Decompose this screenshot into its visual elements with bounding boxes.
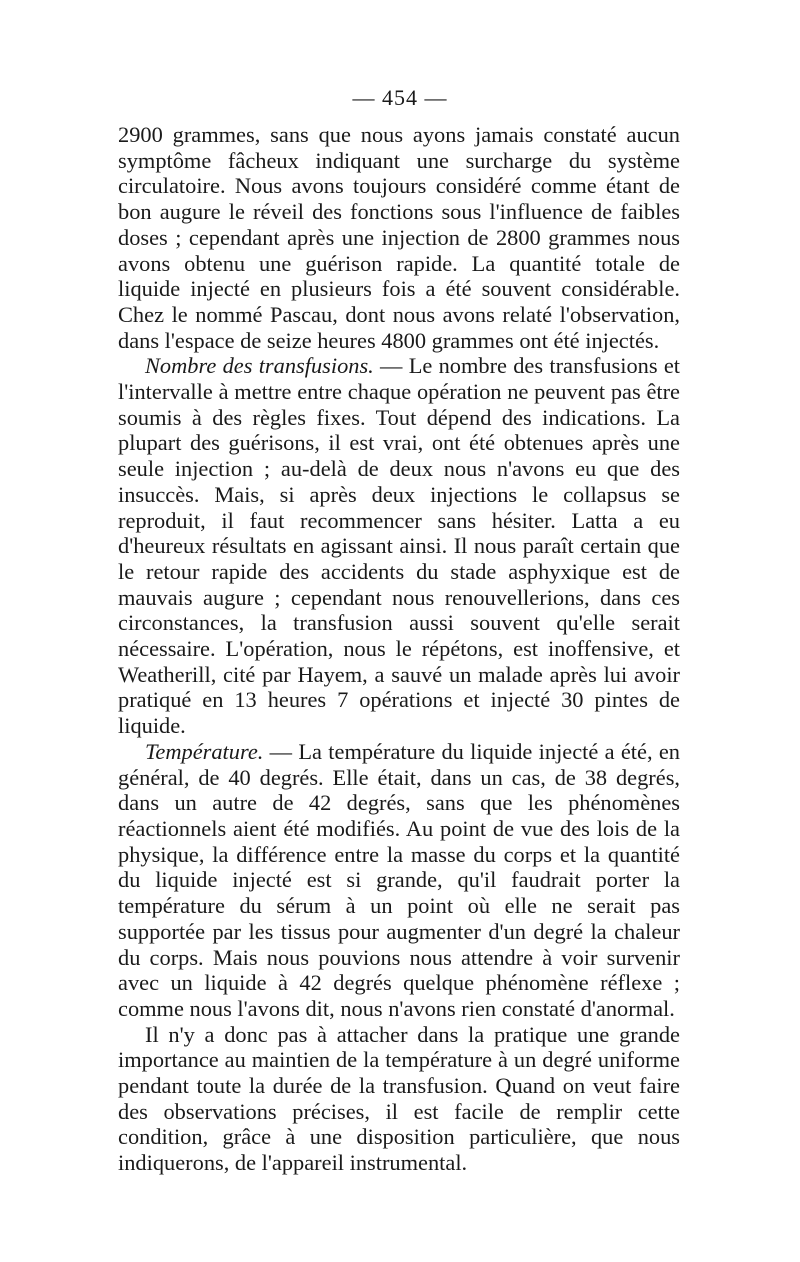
- page-number: — 454 —: [352, 85, 448, 110]
- paragraph-number-of-transfusions: [118, 353, 680, 739]
- body-text: [118, 122, 680, 1176]
- paragraph-text: — La température du liquide injecté a été, en général, de 40 degrés. Elle était, dans un cas, de 38 degrés, dans un autre de 42 degrés, sans que les phénomènes réactionnels aient été modifiés. Au point de vue des lois de la physique, la différence entre la masse du corps et la quantité du liquide injecté est si grande, qu'il faudrait porter la température du sérum à un point où elle ne serait pas supportée par les tissus pour augmenter d'un degré la chaleur du corps. Mais nous pouvions nous attendre à voir survenir avec un liquide à 42 degrés quelque phénomène réflexe ; comme nous l'avons dit, nous n'avons rien constaté d'anormal.: [118, 738, 680, 1021]
- paragraph-text: Il n'y a donc pas à attacher dans la pratique une grande importance au maintien de la température à un degré uniforme pendant toute la durée de la transfusion. Quand on veut faire des observations précises, il est facile de remplir cette condition, grâce à une disposition particulière, que nous indiquerons, de l'appareil instrumental.: [118, 1021, 680, 1176]
- paragraph-conclusion: [118, 1022, 680, 1176]
- paragraph-text: — Le nombre des transfusions et l'intervalle à mettre entre chaque opération ne peuvent pas être soumis à des règles fixes. Tout dépend des indications. La plupart des guérisons, il est vrai, ont été obtenues après une seule injection ; au-delà de deux nous n'avons eu que des insuccès. Mais, si après deux injections le collapsus se reproduit, il faut recommencer sans hésiter. Latta a eu d'heureux résultats en agissant ainsi. Il nous paraît certain que le retour rapide des accidents du stade asphyxique est de mauvais augure ; cependant nous renouvellerions, dans ces circonstances, la transfusion aussi souvent qu'elle serait nécessaire. L'opération, nous le répétons, est inoffensive, et Weatherill, cité par Hayem, a sauvé un malade après lui avoir pratiqué en 13 heures 7 opérations et injecté 30 pintes de liquide.: [118, 353, 680, 739]
- paragraph-text: 2900 grammes, sans que nous ayons jamais constaté aucun symptôme fâcheux indiquant une surcharge du système circulatoire. Nous avons toujours considéré comme étant de bon augure le réveil des fonctions sous l'influence de faibles doses ; cependant après une injection de 2800 grammes nous avons obtenu une guérison rapide. La quantité totale de liquide injecté en plusieurs fois a été souvent considérable. Chez le nommé Pascau, dont nous avons relaté l'observation, dans l'espace de seize heures 4800 grammes ont été injectés.: [118, 122, 680, 353]
- paragraph-quantity: [118, 122, 680, 353]
- section-heading-temperature: Température.: [145, 738, 264, 764]
- section-heading-number-of-transfusions: Nombre des transfusions.: [145, 353, 374, 379]
- paragraph-temperature: [118, 739, 680, 1022]
